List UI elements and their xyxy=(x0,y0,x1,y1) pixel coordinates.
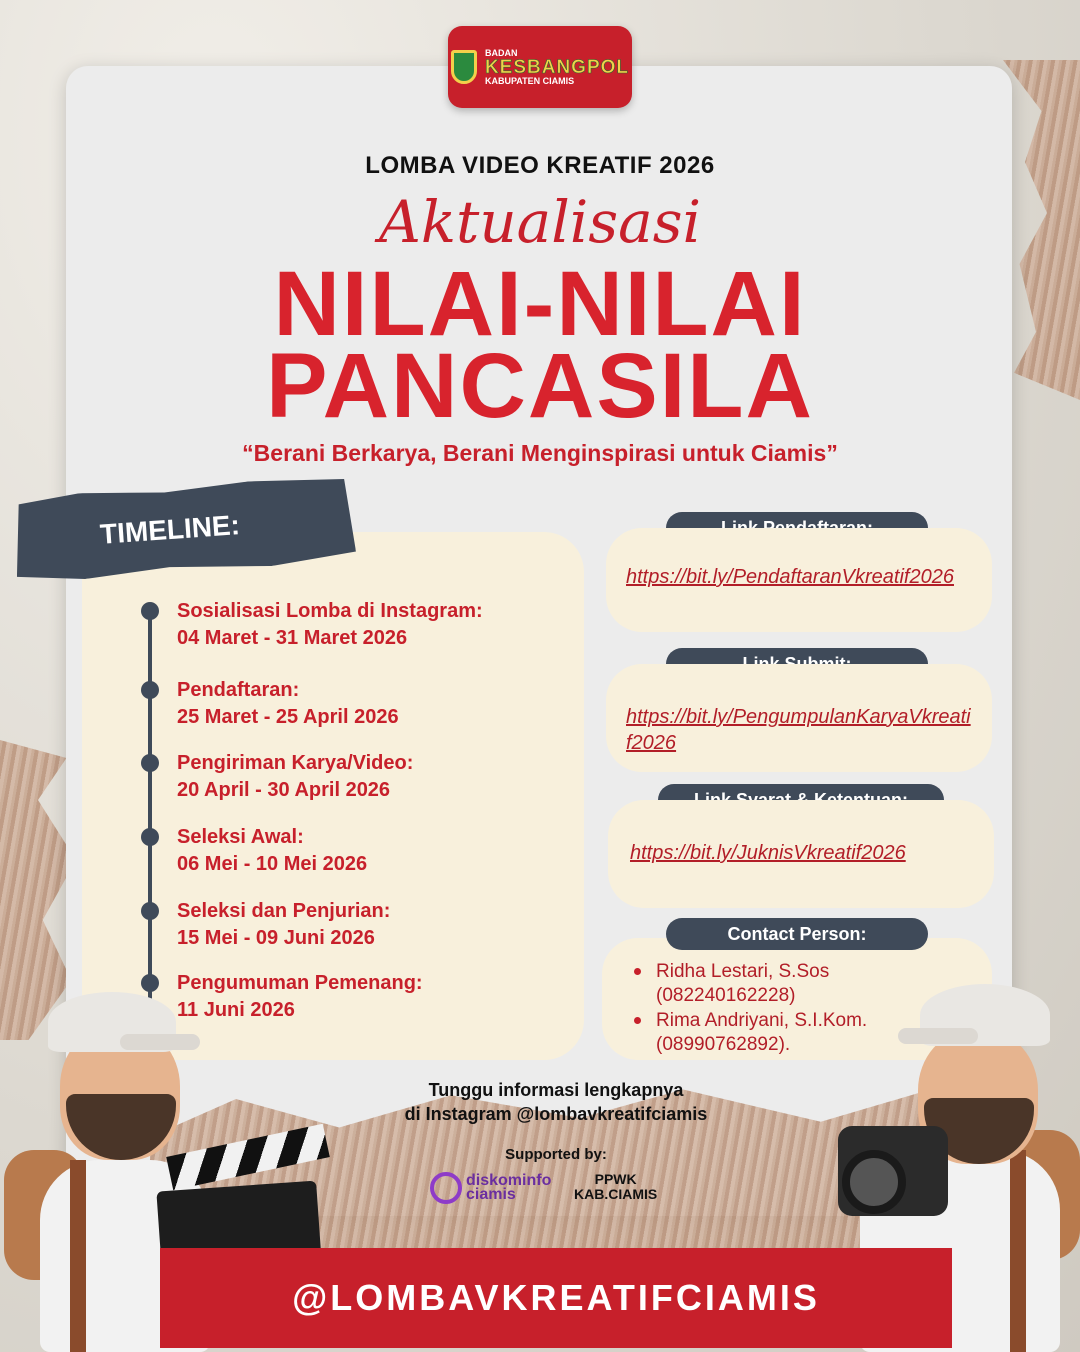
timeline-item-title: Pengumuman Pemenang: xyxy=(177,972,423,994)
logo-line3: KABUPATEN CIAMIS xyxy=(484,75,575,86)
contact-item xyxy=(634,960,954,1008)
shield-emblem-icon xyxy=(451,50,477,84)
timeline-item-title: Pengiriman Karya/Video: xyxy=(177,752,414,774)
terms-link[interactable]: https://bit.ly/JuknisVkreatif2026 xyxy=(608,800,994,908)
contact-text: Ridha Lestari, S.Sos (082240162228) xyxy=(656,961,830,1006)
timeline-item-title: Seleksi Awal: xyxy=(177,826,304,848)
timeline-label: TIMELINE: xyxy=(99,509,241,550)
bullet-icon xyxy=(634,968,641,975)
timeline-dot xyxy=(141,754,159,772)
info-line1: Tunggu informasi lengkapnya xyxy=(428,1080,684,1100)
script-title: Aktualisasi xyxy=(378,188,702,256)
sponsor2-line2: KAB.CIAMIS xyxy=(574,1186,658,1202)
timeline-dot xyxy=(141,828,159,846)
diskominfo-logo-icon xyxy=(430,1172,462,1204)
headline-line2: PANCASILA xyxy=(266,335,814,437)
timeline-item-date: 15 Mei - 09 Juni 2026 xyxy=(177,927,375,949)
tagline: “Berani Berkarya, Berani Menginspirasi untuk Ciamis” xyxy=(242,440,838,466)
submit-link[interactable]: https://bit.ly/PengumpulanKaryaVkreatif2026 xyxy=(606,664,992,772)
sponsor2-line1: PPWK xyxy=(594,1171,637,1187)
timeline-item-title: Pendaftaran: xyxy=(177,679,300,701)
footer-bar xyxy=(160,1248,952,1348)
timeline-item-date: 04 Maret - 31 Maret 2026 xyxy=(177,627,408,649)
sponsor1-name: diskominfo xyxy=(466,1172,552,1189)
timeline-item-date: 06 Mei - 10 Mei 2026 xyxy=(177,853,368,875)
timeline-line xyxy=(148,610,152,1000)
ppwk-logo xyxy=(574,1172,657,1202)
logo-line1: BADAN xyxy=(484,47,518,58)
headline-line1: NILAI-NILAI xyxy=(273,253,807,355)
timeline-item-date: 20 April - 30 April 2026 xyxy=(177,779,391,801)
timeline-dot xyxy=(141,681,159,699)
timeline-item-date: 11 Juni 2026 xyxy=(177,999,295,1021)
diskominfo-logo xyxy=(430,1172,551,1204)
camera-lens xyxy=(842,1150,906,1214)
registration-link[interactable]: https://bit.ly/PendaftaranVkreatif2026 xyxy=(606,528,992,632)
contact-heading: Contact Person: xyxy=(666,918,928,950)
sponsor1-sub: ciamis xyxy=(466,1186,516,1203)
timeline-item-title: Seleksi dan Penjurian: xyxy=(177,900,391,922)
info-line2: di Instagram @lombavkreatifciamis xyxy=(404,1104,708,1124)
timeline-dot xyxy=(141,902,159,920)
event-title: LOMBA VIDEO KREATIF 2026 xyxy=(365,152,715,179)
logo-line2: KESBANGPOL xyxy=(484,56,630,78)
bullet-icon xyxy=(634,1017,641,1024)
footer-handle[interactable]: @LOMBAVKREATIFCIAMIS xyxy=(292,1277,820,1318)
supported-by-label: Supported by: xyxy=(505,1146,607,1163)
timeline-dot xyxy=(141,602,159,620)
contact-text: Rima Andriyani, S.I.Kom. (08990762892). xyxy=(656,1010,868,1055)
timeline-dot xyxy=(141,974,159,992)
timeline-item-date: 25 Maret - 25 April 2026 xyxy=(177,706,399,728)
timeline-item-title: Sosialisasi Lomba di Instagram: xyxy=(177,600,483,622)
kesbangpol-logo xyxy=(448,26,632,108)
